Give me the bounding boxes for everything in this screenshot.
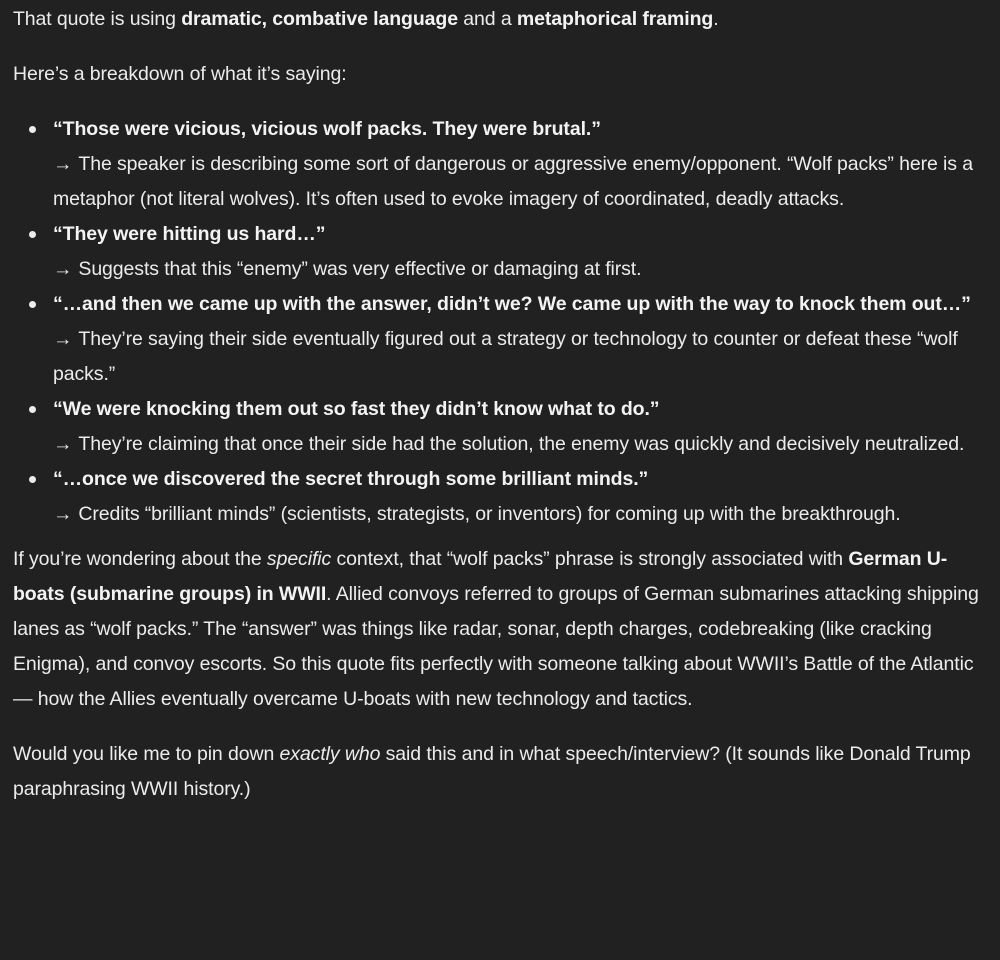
list-item-quote: “Those were vicious, vicious wolf packs. They were brutal.”: [53, 118, 601, 140]
arrow-right-icon: →: [53, 328, 73, 350]
list-item: [13, 112, 980, 217]
arrow-right-icon: →: [53, 258, 73, 280]
list-item-explanation: [53, 497, 980, 532]
breakdown-intro: Here’s a breakdown of what it’s saying:: [13, 63, 347, 85]
intro-paragraph: [13, 2, 980, 37]
context-italic-1: specific: [266, 548, 332, 570]
list-item: [13, 462, 980, 532]
list-item-explanation: [53, 322, 980, 392]
list-item-quote: “…and then we came up with the answer, didn’t we? We came up with the way to knock them out…”: [53, 293, 971, 315]
intro-bold-2: metaphorical framing: [516, 8, 714, 30]
arrow-right-icon: →: [53, 153, 73, 175]
intro-bold-1: dramatic, combative language: [181, 8, 458, 30]
intro-text-3: .: [713, 8, 719, 30]
breakdown-list: [13, 112, 980, 532]
arrow-right-icon: →: [53, 503, 73, 525]
list-item-explanation-text: Suggests that this “enemy” was very effective or damaging at first.: [78, 258, 642, 280]
list-item-explanation-text: They’re saying their side eventually figured out a strategy or technology to counter or defeat these “wolf packs.”: [53, 328, 958, 385]
list-item: [13, 287, 980, 392]
context-text-2: context, that “wolf packs” phrase is strongly associated with: [331, 548, 849, 570]
followup-text-2: said this and in what speech/interview? (It sounds like Donald Trump paraphrasing WWII history.): [13, 743, 971, 800]
followup-italic-1: exactly who: [279, 743, 381, 765]
arrow-right-icon: →: [53, 433, 73, 455]
context-text-3: . Allied convoys referred to groups of German submarines attacking shipping lanes as “wolf packs.” The “answer” was things like radar, sonar, depth charges, codebreaking (like cracking Enigma), and convoy escorts. So this quote fits perfectly with someone talking about WWII’s Battle of the Atlantic — how the Allies eventually overcame U-boats with new technology and tactics.: [13, 583, 979, 710]
context-bold-1: German U-boats (submarine groups) in WWII: [13, 548, 948, 605]
context-paragraph: [13, 542, 980, 717]
list-item: [13, 217, 980, 287]
list-item-quote: “We were knocking them out so fast they didn’t know what to do.”: [53, 398, 660, 420]
context-text-1: If you’re wondering about the: [13, 548, 267, 570]
list-item-explanation-text: The speaker is describing some sort of dangerous or aggressive enemy/opponent. “Wolf packs” here is a metaphor (not literal wolves). It’s often used to evoke imagery of coordinated, deadly attacks.: [53, 153, 973, 210]
list-item-explanation: [53, 427, 980, 462]
followup-paragraph: [13, 737, 980, 807]
list-item-explanation: [53, 252, 980, 287]
list-item-explanation-text: They’re claiming that once their side had the solution, the enemy was quickly and decisively neutralized.: [78, 433, 965, 455]
list-item: [13, 392, 980, 462]
intro-text-2: and a: [457, 8, 517, 30]
list-item-explanation: [53, 147, 980, 217]
followup-text-1: Would you like me to pin down: [13, 743, 280, 765]
list-item-quote: “…once we discovered the secret through some brilliant minds.”: [53, 468, 649, 490]
intro-text-1: That quote is using: [13, 8, 182, 30]
list-item-quote: “They were hitting us hard…”: [53, 223, 326, 245]
list-item-explanation-text: Credits “brilliant minds” (scientists, strategists, or inventors) for coming up with the breakthrough.: [78, 503, 901, 525]
